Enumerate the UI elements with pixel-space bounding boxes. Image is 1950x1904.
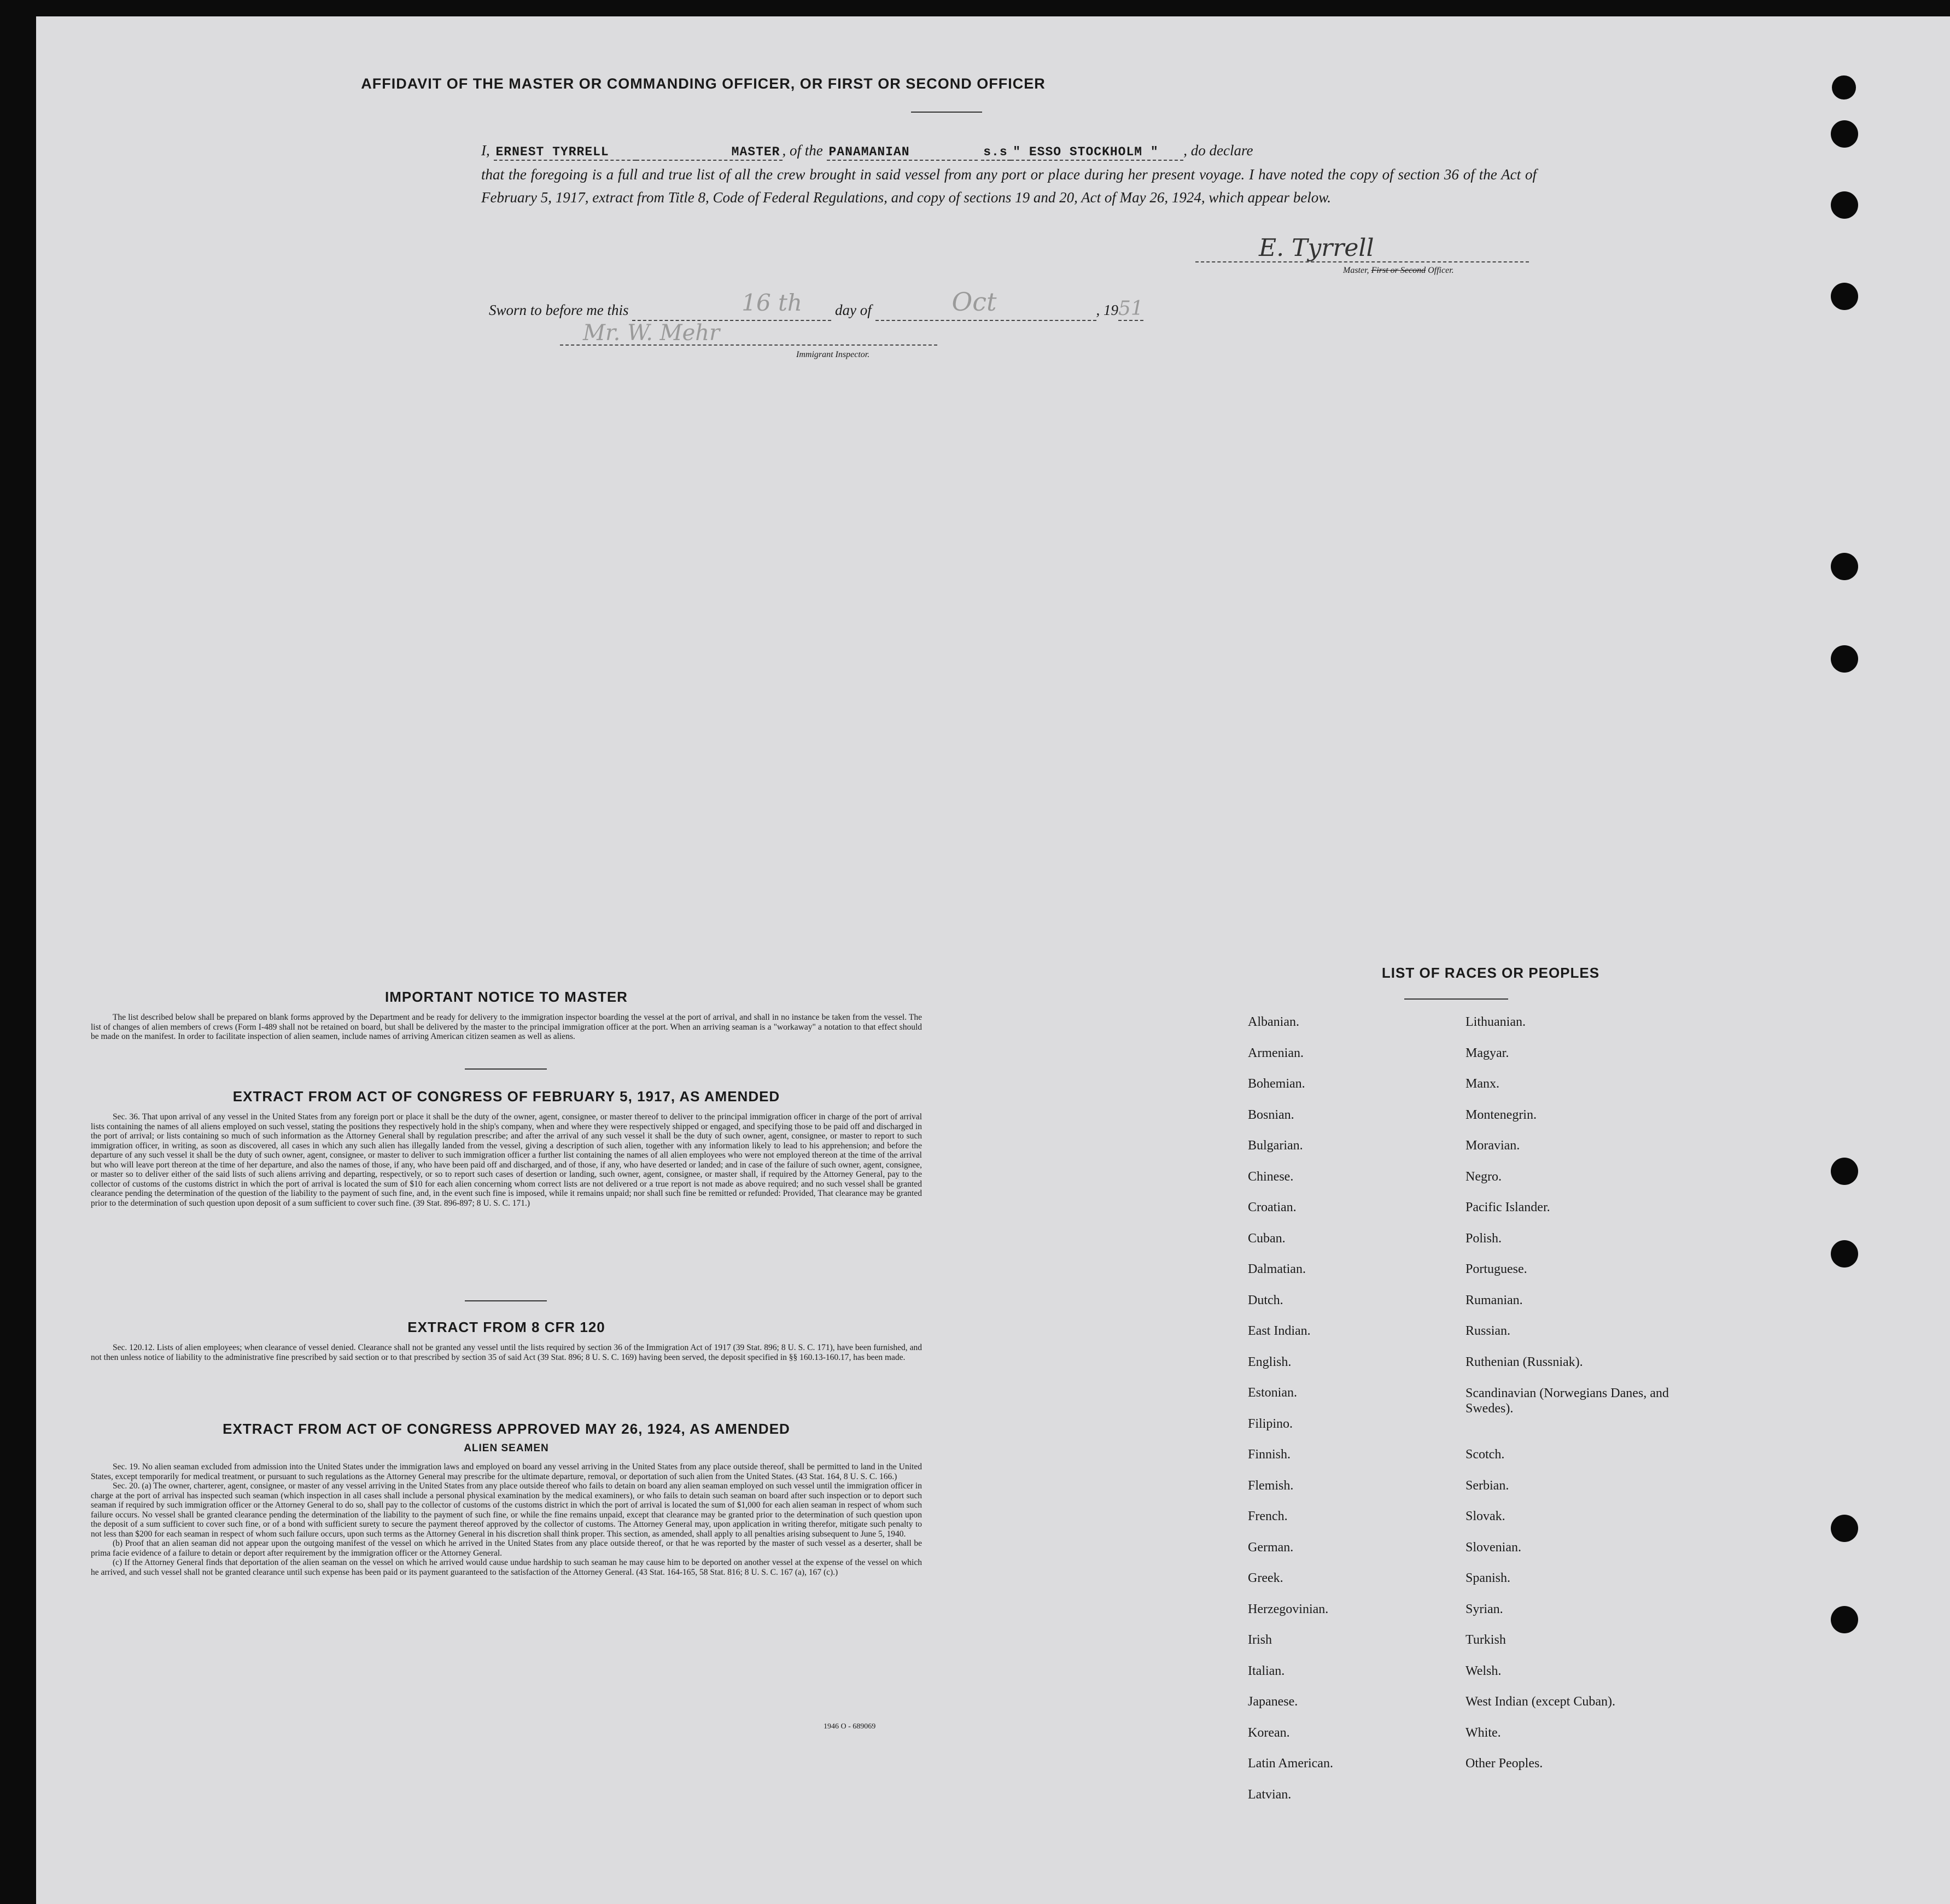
- extract-1917-body: Sec. 36. That upon arrival of any vessel in the United States from any foreign port or place it shall be the duty of the owner, agent, consignee, or master thereof to deliver to the principal immigration officer in charge of the port of arrival lists containing the names of all aliens employed on such vessel, stating the positions they respectively hold in the ship's company, when and where they were respectively shipped or engaged, and specifying those to be paid off and discharged in the port of arrival; or lists containing so much of such information as the Attorney General shall by regulation prescribe; and after the arrival of any such vessel it shall be the duty of such owner, agent, consignee, or master to report to such immigration officer, in writing, as soon as discovered, all cases in which any such alien has illegally landed from the vessel, giving a description of such alien, together with any information likely to lead to his apprehension; and before the departure of any such vessel it shall be the duty of such owner, agent, consignee, or master to deliver to such immigration officer a further list containing the names of all alien employees who were not employed thereon at the time of the arrival but who will leave port thereon at the time of her departure, and also the names of those, if any, who have been paid off and discharged, and of those, if any, who have deserted or landed; and in case of the failure of such owner, agent, consignee, or master so to deliver either of the said lists of such aliens arriving and departing, respectively, or so to report such cases of desertion or landing, such owner, agent, consignee, or master shall, if required by the Attorney General, pay to the collector of customs of the customs district in which the port of arrival is located the sum of $10 for each alien concerning whom correct lists are not delivered or a true report is not made as above required; and no such vessel shall be granted clearance pending the determination of the question of the liability to the payment of such fine, and, in the event such fine is imposed, while it remains unpaid; nor shall such fine be remitted or refunded: Provided, That clearance may be granted prior to the determination of such question upon deposit of a sum sufficient to cover such fine. (39 Stat. 896-897; 8 U. S. C. 171.): [91, 1112, 922, 1208]
- race-item: Ruthenian (Russniak).: [1466, 1355, 1583, 1369]
- race-item: Korean.: [1248, 1726, 1290, 1740]
- punch-hole: [1831, 1515, 1858, 1542]
- extract-1924-body: Sec. 19. No alien seaman excluded from admission into the United States under the immigration laws and employed on board any vessel arriving in the United States from any place outside thereof, shall be permitted to land in the United States, except temporarily for medical treatment, or pursuant to such regulations as the Attorney General may prescribe for the ultimate departure, removal, or deportation of such alien from the United States. (43 Stat. 164, 8 U. S. C. 166.) Sec. 20. (a) The owner, charterer, agent, consignee, or master of any vessel arriving in the United States from any place outside thereof who fails to detain on board any alien seaman employed on such vessel until the immigration officer in charge at the port of arrival has inspected such seaman (which inspection in all cases shall include a personal physical examination by the medical examiners), or who fails to detain such seaman on board after such inspection or to deport such seaman if required by such immigration officer or the Attorney General to do so, shall pay to the collector of customs of the customs district in which the port of arrival is located the sum of $1,000 for each alien seaman in respect of whom such failure occurs. No vessel shall be granted clearance pending the determination of the liability to the payment of such fine, or while the fine remains unpaid, except that clearance may be granted prior to the determination of such question upon the deposit of a sum sufficient to cover such fine, or of a bond with sufficient surety to secure the payment thereof approved by the collector of customs. The Attorney General may, upon application in writing therefor, mitigate such penalty to not less than $200 for each seaman in respect of whom such failure occurs, upon such terms as the Attorney General in his discretion shall think proper. This section, as amended, shall apply to all penalties arising subsequent to June 5, 1940. (b) Proof that an alien seaman did not appear upon the outgoing manifest of the vessel on which he arrived in the United States from any place outside thereof, or that he was reported by the master of such vessel as a deserter, shall be prima facie evidence of a failure to detain or deport after requirement by the immigration officer or the Attorney General. (c) If the Attorney General finds that deportation of the alien seaman on the vessel on which he arrived would cause undue hardship to such seaman he may cause him to be deported on another vessel at the expense of the vessel on which he arrived, and such vessel shall not be granted clearance until such expense has been paid or its payment guaranteed to the satisfaction of the Attorney General. (43 Stat. 164-165, 58 Stat. 816; 8 U. S. C. 167 (a), 167 (c).): [91, 1462, 922, 1577]
- punch-hole: [1831, 645, 1858, 673]
- vessel-prefix: s.s: [981, 144, 1011, 161]
- races-title-rule: [1404, 998, 1508, 1000]
- race-item: Latvian.: [1248, 1788, 1292, 1802]
- race-item: Cuban.: [1248, 1231, 1286, 1246]
- race-item: Croatian.: [1248, 1200, 1297, 1214]
- affidavit-declaration-line: [481, 139, 1537, 162]
- race-item: Armenian.: [1248, 1046, 1304, 1060]
- race-item: Albanian.: [1248, 1015, 1299, 1029]
- race-item: White.: [1466, 1726, 1501, 1740]
- declare-label: , do declare: [1183, 142, 1253, 159]
- race-item: Scotch.: [1466, 1447, 1505, 1462]
- year-field: 51: [1118, 297, 1143, 320]
- sworn-line: [489, 287, 1143, 321]
- race-item: Slovak.: [1466, 1509, 1505, 1523]
- race-item: Manx.: [1466, 1077, 1499, 1091]
- extract-1917-title: EXTRACT FROM ACT OF CONGRESS OF FEBRUARY 5, 1917, AS AMENDED: [232, 1088, 780, 1105]
- notice-title: IMPORTANT NOTICE TO MASTER: [385, 989, 628, 1005]
- title-rule: [911, 112, 982, 113]
- race-item: Turkish: [1466, 1633, 1506, 1647]
- cfr-body: Sec. 120.12. Lists of alien employees; when clearance of vessel denied. Clearance shall not be granted any vessel until the lists required by section 36 of the Immigration Act of 1917 (39 Stat. 896; 8 U. S. C. 171), have been furnished, and not then unless notice of liability to the administrative fine prescribed by said section or to that prescribed by section 35 of said Act (39 Stat. 896; 8 U. S. C. 169) having been served, the deposit specified in §§ 160.13-160.17, has been made.: [91, 1343, 922, 1362]
- punch-hole: [1831, 1240, 1858, 1268]
- race-item: Latin American.: [1248, 1756, 1333, 1771]
- master-name-field: ERNEST TYRRELL: [494, 144, 636, 161]
- cfr-title: EXTRACT FROM 8 CFR 120: [407, 1319, 605, 1335]
- punch-hole: [1831, 120, 1858, 148]
- race-item: Herzegovinian.: [1248, 1602, 1329, 1616]
- race-item: Flemish.: [1248, 1479, 1294, 1493]
- race-item: Syrian.: [1466, 1602, 1503, 1616]
- extract-1924-title: EXTRACT FROM ACT OF CONGRESS APPROVED MAY 26, 1924, AS AMENDED: [223, 1421, 790, 1437]
- print-code: 1946 O - 689069: [824, 1722, 876, 1731]
- rank-field: MASTER: [636, 144, 783, 161]
- race-item: Bosnian.: [1248, 1108, 1294, 1122]
- punch-hole: [1831, 1158, 1858, 1185]
- race-item: Other Peoples.: [1466, 1756, 1543, 1771]
- race-item: Chinese.: [1248, 1170, 1294, 1184]
- race-item: Japanese.: [1248, 1695, 1298, 1709]
- race-item: Montenegrin.: [1466, 1108, 1537, 1122]
- year-prefix: , 19: [1096, 302, 1118, 318]
- punch-hole: [1832, 75, 1856, 100]
- affidavit-body: that the foregoing is a full and true list of all the crew brought in said vessel from any port or place during her present voyage. I have noted the copy of section 36 of the Act of February 5, 1917, extract from Title 8, Code of Federal Regulations, and copy of sections 19 and 20, Act of May 26, 1924, which appear below.: [481, 166, 1537, 206]
- race-item: Scandinavian (Norwegians Danes, and Swedes).: [1466, 1386, 1669, 1416]
- race-item: Greek.: [1248, 1571, 1283, 1585]
- race-item: Bulgarian.: [1248, 1138, 1303, 1153]
- race-item: West Indian (except Cuban).: [1466, 1695, 1615, 1709]
- inspector-signature: Mr. W. Mehr: [583, 320, 720, 346]
- race-item: Bohemian.: [1248, 1077, 1305, 1091]
- nationality-field: PANAMANIAN: [827, 144, 978, 161]
- sworn-day-field: 16 th: [632, 302, 831, 321]
- section-rule: [465, 1068, 547, 1070]
- race-item: Estonian.: [1248, 1386, 1297, 1400]
- race-item: Pacific Islander.: [1466, 1200, 1550, 1214]
- sworn-label: Sworn to before me this: [489, 302, 629, 318]
- race-item: Dalmatian.: [1248, 1262, 1306, 1276]
- punch-hole: [1831, 553, 1858, 580]
- race-item: Portuguese.: [1466, 1262, 1527, 1276]
- affidavit-title: AFFIDAVIT OF THE MASTER OR COMMANDING OFFICER, OR FIRST OR SECOND OFFICER: [361, 75, 1046, 92]
- section-rule: [465, 1300, 547, 1301]
- race-item: Italian.: [1248, 1664, 1285, 1678]
- race-item: English.: [1248, 1355, 1292, 1369]
- punch-hole: [1831, 1606, 1858, 1633]
- sworn-month-field: Oct: [875, 302, 1096, 321]
- race-item: Spanish.: [1466, 1571, 1511, 1585]
- punch-hole: [1831, 191, 1858, 219]
- inspector-caption: Immigrant Inspector.: [796, 350, 870, 359]
- race-item: Irish: [1248, 1633, 1272, 1647]
- race-item: Filipino.: [1248, 1417, 1293, 1431]
- race-item: Moravian.: [1466, 1138, 1520, 1153]
- of-the-label: , of the: [782, 142, 823, 159]
- master-caption: Master, First or Second Officer.: [1343, 266, 1454, 275]
- race-item: Welsh.: [1466, 1664, 1502, 1678]
- race-item: Lithuanian.: [1466, 1015, 1526, 1029]
- race-item: Rumanian.: [1466, 1293, 1523, 1307]
- punch-hole: [1831, 283, 1858, 310]
- notice-body: The list described below shall be prepared on blank forms approved by the Department and be ready for delivery to the immigration inspector boarding the vessel at the port of arrival, and shall in no instance be taken from the vessel. The list of changes of alien members of crews (Form I-489 shall not be retained on board, but shall be delivered by the master to the principal immigration officer at the port. When an arriving seaman is a "workaway" a notation to that effect should be made on the manifest. In order to facilitate inspection of alien seamen, include names of arriving American citizen seamen as well as aliens.: [91, 1013, 922, 1041]
- master-signature: E. Tyrrell: [1259, 234, 1374, 262]
- race-item: Negro.: [1466, 1170, 1502, 1184]
- alien-seamen-subtitle: ALIEN SEAMEN: [464, 1442, 549, 1454]
- race-item: Russian.: [1466, 1324, 1511, 1338]
- race-item: Serbian.: [1466, 1479, 1509, 1493]
- race-item: Magyar.: [1466, 1046, 1509, 1060]
- i-label: I,: [481, 142, 490, 159]
- struck-caption: First or Second: [1371, 266, 1426, 275]
- document-page: [36, 16, 1950, 1904]
- race-item: East Indian.: [1248, 1324, 1311, 1338]
- race-item: Slovenian.: [1466, 1540, 1521, 1555]
- race-item: Dutch.: [1248, 1293, 1283, 1307]
- race-item: Polish.: [1466, 1231, 1502, 1246]
- race-item: German.: [1248, 1540, 1294, 1555]
- vessel-name-field: " ESSO STOCKHOLM ": [1011, 144, 1183, 161]
- races-title: LIST OF RACES OR PEOPLES: [1381, 965, 1600, 981]
- day-of-label: day of: [835, 302, 872, 318]
- race-item: French.: [1248, 1509, 1288, 1523]
- race-item: Finnish.: [1248, 1447, 1291, 1462]
